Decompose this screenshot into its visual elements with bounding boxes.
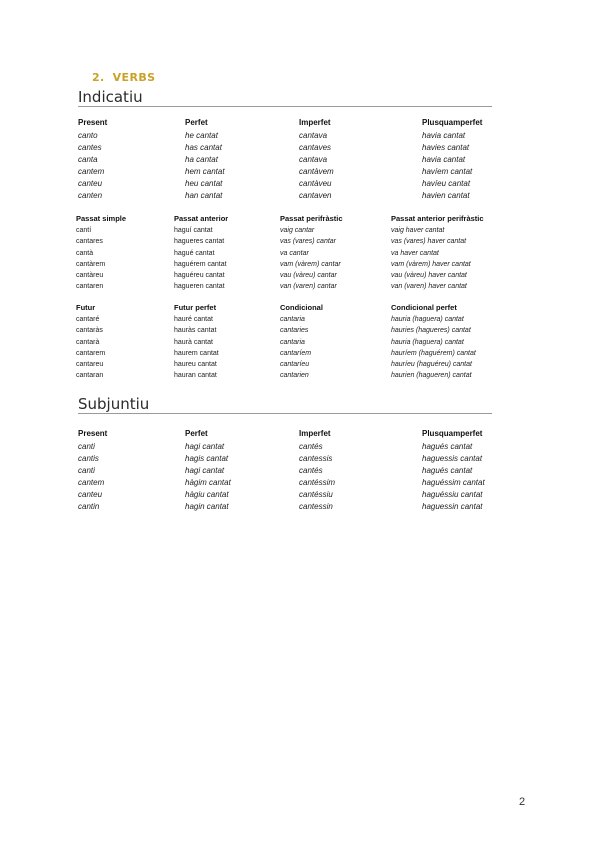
verb-form: cantaria bbox=[280, 338, 305, 346]
table-row bbox=[0, 270, 600, 282]
verb-form: van (varen) cantar bbox=[280, 283, 337, 291]
verb-form: hauran cantat bbox=[174, 372, 217, 380]
column-header: Passat anterior bbox=[174, 214, 229, 223]
verb-form: vam (vàrem) cantar bbox=[280, 260, 341, 268]
verb-form: cantàveu bbox=[299, 179, 332, 188]
table-header-row bbox=[0, 213, 600, 225]
column-header: Passat perifràstic bbox=[280, 214, 343, 223]
table-row bbox=[0, 441, 600, 453]
verb-form: ha cantat bbox=[185, 155, 218, 164]
verb-form: cantaran bbox=[76, 372, 104, 380]
verb-form: cantava bbox=[299, 131, 328, 140]
table-row bbox=[0, 190, 600, 202]
verb-form: cantarem bbox=[76, 349, 106, 357]
verb-form: cantaven bbox=[299, 191, 332, 200]
column-header: Passat simple bbox=[76, 214, 127, 223]
verb-form: hagin cantat bbox=[185, 502, 229, 511]
verb-form: haguí cantat bbox=[174, 227, 213, 235]
verb-form: cantaré bbox=[76, 316, 100, 324]
verb-form: has cantat bbox=[185, 143, 222, 152]
column-header: Condicional bbox=[280, 303, 323, 312]
table-header-row bbox=[0, 302, 600, 314]
verb-form: haguéreu cantat bbox=[174, 272, 225, 279]
verb-form: va haver cantat bbox=[391, 249, 439, 257]
table-row bbox=[0, 359, 600, 371]
verb-form: cantés bbox=[299, 442, 323, 451]
table-row bbox=[0, 142, 600, 154]
verb-form: va cantar bbox=[280, 249, 309, 257]
verb-form: cantis bbox=[78, 454, 99, 463]
verb-form: hagueren cantat bbox=[174, 283, 225, 291]
verb-form: cantaren bbox=[76, 283, 104, 291]
table-row bbox=[0, 477, 600, 489]
verb-form: haurien (hagueren) cantat bbox=[391, 372, 472, 380]
verb-form: han cantat bbox=[185, 191, 223, 200]
verb-form: haurà cantat bbox=[174, 338, 213, 346]
table-row bbox=[0, 337, 600, 349]
column-header: Plusquamperfet bbox=[422, 118, 483, 127]
verb-form: cantessis bbox=[299, 454, 333, 463]
table-row bbox=[0, 130, 600, 142]
column-header: Present bbox=[78, 429, 108, 438]
verb-form: cantaríem bbox=[280, 349, 312, 357]
table-row bbox=[0, 225, 600, 237]
page-number: 2 bbox=[519, 796, 526, 808]
verb-form: cantàreu bbox=[76, 272, 104, 279]
verb-form: canta bbox=[78, 155, 98, 164]
section-number: 2. bbox=[92, 71, 105, 84]
verb-form: hagué cantat bbox=[174, 249, 215, 257]
verb-form: hagis cantat bbox=[185, 454, 229, 463]
indicatiu-divider bbox=[78, 106, 492, 107]
verb-form: cantaria bbox=[280, 316, 305, 324]
verb-form: havia cantat bbox=[422, 155, 466, 164]
table-row bbox=[0, 281, 600, 293]
verb-form: hagi cantat bbox=[185, 442, 225, 451]
column-header: Futur perfet bbox=[174, 303, 217, 312]
verb-form: haguessis cantat bbox=[422, 454, 483, 463]
verb-form: cantaries bbox=[280, 327, 309, 335]
table-row bbox=[0, 154, 600, 166]
verb-form: cantéssiu bbox=[299, 490, 333, 499]
verb-form: hauràs cantat bbox=[174, 327, 217, 335]
verb-form: hauria (haguera) cantat bbox=[391, 316, 464, 324]
verb-form: vau (vàreu) haver cantat bbox=[391, 272, 467, 279]
verb-form: cantàvem bbox=[299, 167, 334, 176]
verb-form: cantarien bbox=[280, 372, 309, 380]
verb-form: cantes bbox=[78, 143, 102, 152]
verb-form: cantava bbox=[299, 155, 328, 164]
verb-form: cantí bbox=[76, 227, 92, 235]
verb-form: cantessin bbox=[299, 502, 333, 511]
verb-form: vas (vares) haver cantat bbox=[391, 238, 467, 246]
verb-form: vas (vares) cantar bbox=[280, 238, 337, 246]
verb-form: he cantat bbox=[185, 131, 218, 140]
verb-form: hagués cantat bbox=[422, 442, 473, 451]
verb-form: haurem cantat bbox=[174, 349, 219, 357]
verb-form: hauries (hagueres) cantat bbox=[391, 327, 471, 335]
verb-form: canti bbox=[78, 466, 95, 475]
verb-form: haguéssiu cantat bbox=[422, 490, 483, 499]
section-name: VERBS bbox=[112, 71, 156, 84]
table-row bbox=[0, 325, 600, 337]
verb-form: van (varen) haver cantat bbox=[391, 283, 467, 291]
column-header: Perfet bbox=[185, 429, 208, 438]
column-header: Perfet bbox=[185, 118, 208, 127]
verb-form: hauria (haguera) cantat bbox=[391, 338, 464, 346]
subjuntiu-divider bbox=[78, 413, 492, 414]
verb-form: hagi cantat bbox=[185, 466, 225, 475]
column-header: Imperfet bbox=[299, 429, 331, 438]
verb-form: canten bbox=[78, 191, 103, 200]
column-header: Present bbox=[78, 118, 108, 127]
verb-form: haguéssim cantat bbox=[422, 478, 485, 487]
verb-form: cantem bbox=[78, 478, 105, 487]
verb-form: vaig haver cantat bbox=[391, 227, 445, 235]
verb-form: havíeu cantat bbox=[422, 179, 471, 188]
verb-form: cantaves bbox=[299, 143, 332, 152]
verb-form: cantaríeu bbox=[280, 361, 310, 368]
table-row bbox=[0, 489, 600, 501]
table-header-row bbox=[0, 428, 600, 440]
table-row bbox=[0, 501, 600, 513]
verb-form: cantà bbox=[76, 249, 94, 257]
verb-form: hauríem (haguérem) cantat bbox=[391, 349, 476, 357]
verb-form: haguérem cantat bbox=[174, 260, 227, 268]
table-row bbox=[0, 453, 600, 465]
section-title bbox=[92, 71, 155, 84]
table-row bbox=[0, 178, 600, 190]
verb-form: cantares bbox=[76, 238, 103, 246]
verb-form: vau (vàreu) cantar bbox=[280, 272, 337, 279]
table-row bbox=[0, 248, 600, 260]
column-header: Futur bbox=[76, 303, 96, 312]
verb-form: vaig cantar bbox=[280, 227, 315, 235]
verb-form: hàgiu cantat bbox=[185, 490, 229, 499]
indicatiu-heading: Indicatiu bbox=[78, 88, 143, 106]
verb-form: canteu bbox=[78, 179, 103, 188]
verb-form: hàgim cantat bbox=[185, 478, 231, 487]
verb-form: havíem cantat bbox=[422, 167, 473, 176]
verb-form: canti bbox=[78, 442, 95, 451]
verb-form: hauré cantat bbox=[174, 316, 213, 324]
verb-form: cantàrem bbox=[76, 260, 106, 268]
verb-form: cantem bbox=[78, 167, 105, 176]
verb-form: havies cantat bbox=[422, 143, 470, 152]
verb-form: cantarà bbox=[76, 338, 100, 346]
verb-form: havia cantat bbox=[422, 131, 466, 140]
verb-form: cantéssim bbox=[299, 478, 336, 487]
subjuntiu-heading: Subjuntiu bbox=[78, 395, 150, 413]
verb-form: hauríeu (haguéreu) cantat bbox=[391, 361, 472, 368]
table-row bbox=[0, 166, 600, 178]
verb-form: hem cantat bbox=[185, 167, 225, 176]
verb-form: vam (vàrem) haver cantat bbox=[391, 260, 471, 268]
verb-form: hagués cantat bbox=[422, 466, 473, 475]
verb-form: heu cantat bbox=[185, 179, 223, 188]
table-row bbox=[0, 236, 600, 248]
verb-form: cantareu bbox=[76, 361, 104, 368]
verb-form: haureu cantat bbox=[174, 361, 217, 368]
verb-form: havien cantat bbox=[422, 191, 470, 200]
verb-form: cantés bbox=[299, 466, 323, 475]
verb-form: canteu bbox=[78, 490, 103, 499]
table-row bbox=[0, 259, 600, 271]
table-header-row bbox=[0, 117, 600, 129]
table-row bbox=[0, 370, 600, 382]
table-row bbox=[0, 348, 600, 360]
verb-form: cantin bbox=[78, 502, 100, 511]
verb-form: cantaràs bbox=[76, 327, 103, 335]
table-row bbox=[0, 465, 600, 477]
verb-form: haguessin cantat bbox=[422, 502, 483, 511]
column-header: Condicional perfet bbox=[391, 303, 457, 312]
column-header: Imperfet bbox=[299, 118, 331, 127]
verb-form: hagueres cantat bbox=[174, 238, 225, 246]
column-header: Passat anterior perifràstic bbox=[391, 214, 484, 223]
column-header: Plusquamperfet bbox=[422, 429, 483, 438]
table-row bbox=[0, 314, 600, 326]
verb-form: canto bbox=[78, 131, 98, 140]
